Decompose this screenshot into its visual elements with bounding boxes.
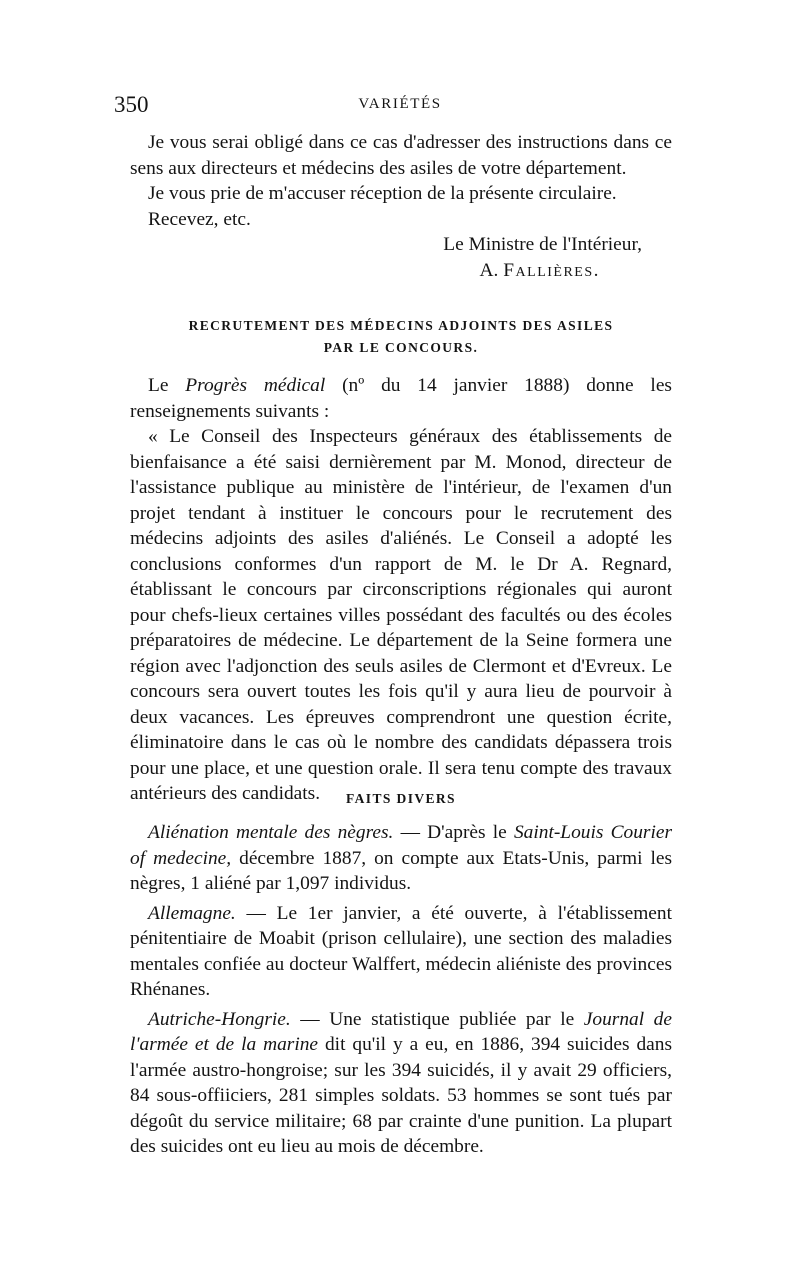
section-intro (130, 373, 672, 424)
news-item-title: Aliénation mentale des nègres. (148, 822, 394, 843)
page-header (0, 92, 800, 122)
section-heading: FAITS DIVERS (346, 791, 456, 806)
news-item (130, 820, 672, 897)
signature-surname: Fallières. (503, 259, 600, 281)
news-item-title: Autriche-Hongrie. (148, 1008, 291, 1030)
letter-closing (130, 130, 672, 283)
section-recrutement (130, 315, 672, 807)
news-item (130, 901, 672, 1003)
journal-title: Journal de l'armée et de la marine (130, 1008, 672, 1055)
news-item-text: décembre 1887, on compte aux Etats-Unis, parmi les nègres, 1 aliéné par 1,097 individus. (130, 847, 672, 894)
letter-paragraph: Recevez, etc. (148, 208, 251, 230)
section-heading (130, 315, 672, 359)
signature-title: Le Ministre de l'Intérieur, (443, 234, 642, 255)
section-heading-line: RECRUTEMENT DES MÉDECINS ADJOINTS DES ASILES (188, 318, 614, 333)
journal-title: Saint-Louis Courier of medecine, (130, 822, 672, 869)
journal-title: Progrès médical (185, 375, 326, 396)
news-item-text: — Le 1er janvier, a été ouverte, à l'établissement pénitentiaire de Moabit (prison cellulaire), une section des maladies mentales confiée au docteur Walffert, médecin aliéniste des provinces Rhénanes. (130, 902, 672, 1000)
intro-text: Le (148, 375, 186, 396)
letter-paragraph: Je vous prie de m'accuser réception de la présente circulaire. (148, 183, 617, 204)
page-number: 350 (114, 92, 149, 117)
news-item-text: — D'après le (393, 822, 514, 843)
running-title: VARIÉTÉS (358, 96, 442, 112)
intro-text: (nº du 14 janvier 1888) donne les renseignements suivants : (130, 375, 672, 422)
news-item (130, 1007, 672, 1160)
section-heading-line: PAR LE CONCOURS. (323, 340, 479, 355)
letter-paragraph: Je vous serai obligé dans ce cas d'adresser des instructions dans ce sens aux directeurs et médecins des asiles de votre département. (130, 132, 672, 179)
news-item-text: — Une statistique publiée par le (290, 1008, 584, 1030)
quoted-paragraph: « Le Conseil des Inspecteurs généraux des établissements de bienfaisance a été saisi dernièrement par M. Monod, directeur de l'assistance publique au ministère de l'intérieur, de l'examen d'un projet tendant à instituer le concours pour le recrutement des médecins adjoints des asiles d'aliénés. Le Conseil a adopté les conclusions conformes d'un rapport de M. le Dr A. Regnard, établissant le concours par circonscriptions régionales qui auront pour chefs-lieux certaines villes possédant des facultés ou des écoles préparatoires de médecine. Le département de la Seine formera une région avec l'adjonction des seuls asiles de Clermont et d'Evreux. Le concours sera ouvert toutes les fois qu'il y aura lieu de pourvoir à deux vacances. Les épreuves comprendront une question écrite, éliminatoire dans le cas où le nombre des candidats dépassera trois pour une place, et une question orale. Il sera tenu compte des travaux antérieurs des candidats. (130, 426, 672, 804)
signature-name (130, 258, 672, 284)
news-item-title: Allemagne. (148, 902, 236, 924)
signature-initial: A. (479, 259, 499, 281)
section-faits-divers (130, 788, 672, 1160)
news-item-text: dit qu'il y a eu, en 1886, 394 suicides dans l'armée austro-hongroise; sur les 394 suicidés, il y avait 29 officiers, 84 sous-offiiciers, 281 simples soldats. 53 hommes se sont tués par dégoût du service militaire; 68 par crainte d'une punition. La plupart des suicides ont eu lieu au mois de décembre. (130, 1034, 672, 1157)
